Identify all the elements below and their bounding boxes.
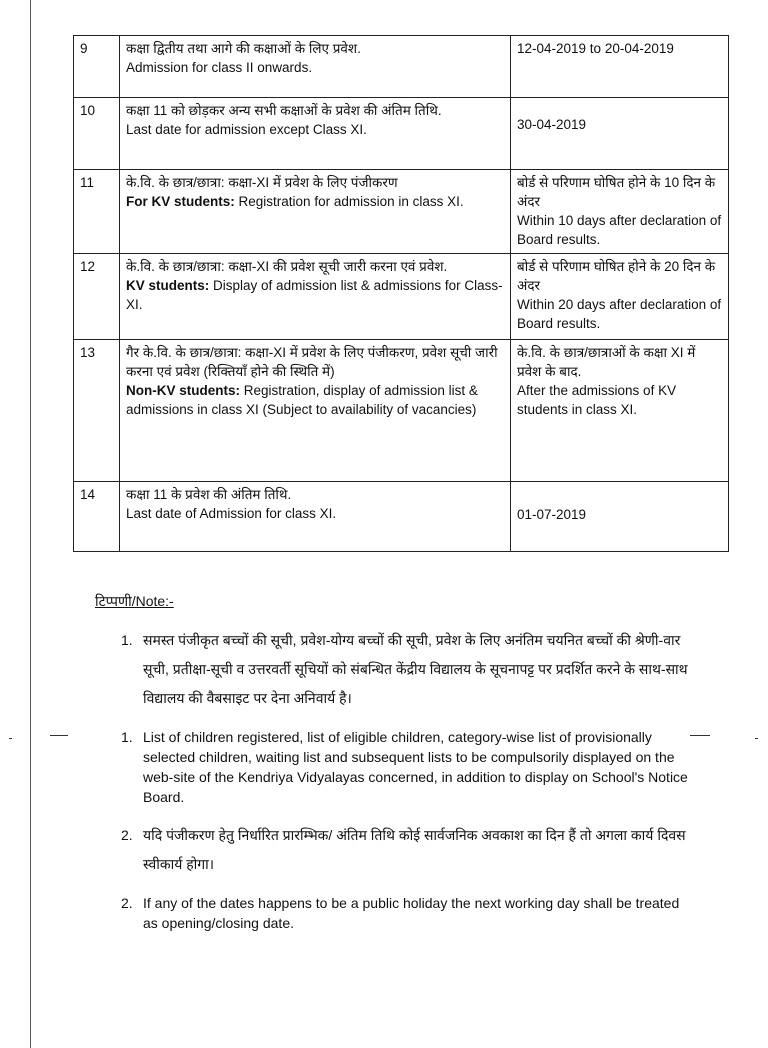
date-text: 01-07-2019: [517, 507, 587, 522]
note-number: 1.: [121, 729, 133, 745]
table-row: [74, 170, 729, 254]
row-number: 13: [74, 340, 120, 482]
activity-cell: [120, 170, 511, 254]
activity-cell: [120, 98, 511, 170]
activity-hindi: कक्षा 11 को छोड़कर अन्य सभी कक्षाओं के प्रवेश की अंतिम तिथि.: [126, 103, 442, 118]
activity-english: Last date for admission except Class XI.: [126, 122, 367, 137]
activity-hindi: के.वि. के छात्र/छात्रा: कक्षा-XI की प्रवेश सूची जारी करना एवं प्रवेश.: [126, 259, 448, 274]
date-hindi: के.वि. के छात्र/छात्राओं के कक्षा XI में प्रवेश के बाद.: [517, 345, 696, 379]
date-cell: [511, 340, 729, 482]
activity-label-bold: For KV students:: [126, 194, 235, 209]
table-row: [74, 36, 729, 98]
note-text: यदि पंजीकरण हेतु निर्धारित प्रारम्भिक/ अंतिम तिथि कोई सार्वजनिक अवकाश का दिन हैं तो अगला कार्य दिवस स्वीकार्य होगा।: [143, 827, 686, 872]
activity-cell: [120, 340, 511, 482]
table-row: [74, 340, 729, 482]
date-text: 12-04-2019 to 20-04-2019: [517, 41, 674, 56]
date-cell: [511, 36, 729, 98]
date-hindi: बोर्ड से परिणाम घोषित होने के 20 दिन के अंदर: [517, 259, 716, 293]
activity-label-bold: Non-KV students:: [126, 383, 240, 398]
table-row: [74, 254, 729, 340]
note-item: [95, 727, 695, 807]
activity-cell: [120, 482, 511, 552]
date-hindi: बोर्ड से परिणाम घोषित होने के 10 दिन के अंदर: [517, 175, 716, 209]
margin-mark: [9, 738, 12, 739]
activity-label-bold: KV students:: [126, 278, 210, 293]
note-number: 2.: [121, 895, 133, 911]
admission-schedule-table: [73, 35, 729, 552]
activity-english: Display of admission list & admissions for Class-XI.: [126, 278, 503, 312]
activity-cell: [120, 36, 511, 98]
note-item: [95, 893, 695, 933]
activity-cell: [120, 254, 511, 340]
activity-hindi: कक्षा द्वितीय तथा आगे की कक्षाओं के लिए प्रवेश.: [126, 41, 361, 56]
table-row: [74, 482, 729, 552]
row-number: 12: [74, 254, 120, 340]
date-text: Within 20 days after declaration of Board results.: [517, 297, 722, 331]
activity-english: Last date of Admission for class XI.: [126, 506, 337, 521]
row-number: 14: [74, 482, 120, 552]
note-item: [95, 626, 695, 713]
date-text: After the admissions of KV students in class XI.: [517, 383, 677, 417]
row-number: 10: [74, 98, 120, 170]
date-text: Within 10 days after declaration of Board results.: [517, 213, 722, 247]
table-row: [74, 98, 729, 170]
note-text: समस्त पंजीकृत बच्चों की सूची, प्रवेश-योग्य बच्चों की सूची, प्रवेश के लिए अनंतिम चयनित बच्चों की श्रेणी-वार सूची, प्रतीक्षा-सूची व उत्तरवर्ती सूचियों को संबन्धित केंद्रीय विद्यालय के सूचनापट्ट पर प्रदर्शित करने के साथ-साथ विद्यालय की वैबसाइट पर देना अनिवार्य है।: [143, 632, 688, 706]
date-cell: [511, 482, 729, 552]
activity-hindi: के.वि. के छात्र/छात्रा: कक्षा-XI में प्रवेश के लिए पंजीकरण: [126, 175, 398, 190]
note-text: List of children registered, list of eligible children, category-wise list of provisionally selected children, waiting list and subsequent lists to be compulsorily displayed on the web-site of the Kendriya Vidyalayas concerned, in addition to display on School's Notice Board.: [143, 729, 688, 805]
note-item: [95, 821, 695, 879]
margin-mark: [755, 738, 758, 739]
margin-mark: [50, 735, 68, 736]
notes-heading: टिप्पणी/Note:-: [95, 593, 174, 609]
activity-english: Registration for admission in class XI.: [238, 194, 464, 209]
note-number: 1.: [121, 632, 133, 648]
date-text: 30-04-2019: [517, 117, 587, 132]
note-number: 2.: [121, 827, 133, 843]
activity-hindi: कक्षा 11 के प्रवेश की अंतिम तिथि.: [126, 487, 292, 502]
activity-english: Registration, display of admission list & admissions in class XI (Subject to availability of vacancies): [126, 383, 478, 417]
row-number: 9: [74, 36, 120, 98]
date-cell: [511, 98, 729, 170]
page-edge-line: [30, 0, 31, 1048]
row-number: 11: [74, 170, 120, 254]
notes-section: [95, 590, 695, 947]
activity-hindi: गैर के.वि. के छात्र/छात्रा: कक्षा-XI में प्रवेश के लिए पंजीकरण, प्रवेश सूची जारी करना एवं प्रवेश (रिक्तियाँ होने की स्थिति में): [126, 345, 498, 379]
date-cell: [511, 254, 729, 340]
activity-english: Admission for class II onwards.: [126, 60, 313, 75]
note-text: If any of the dates happens to be a public holiday the next working day shall be treated as opening/closing date.: [143, 895, 680, 931]
date-cell: [511, 170, 729, 254]
margin-mark: [690, 735, 710, 736]
